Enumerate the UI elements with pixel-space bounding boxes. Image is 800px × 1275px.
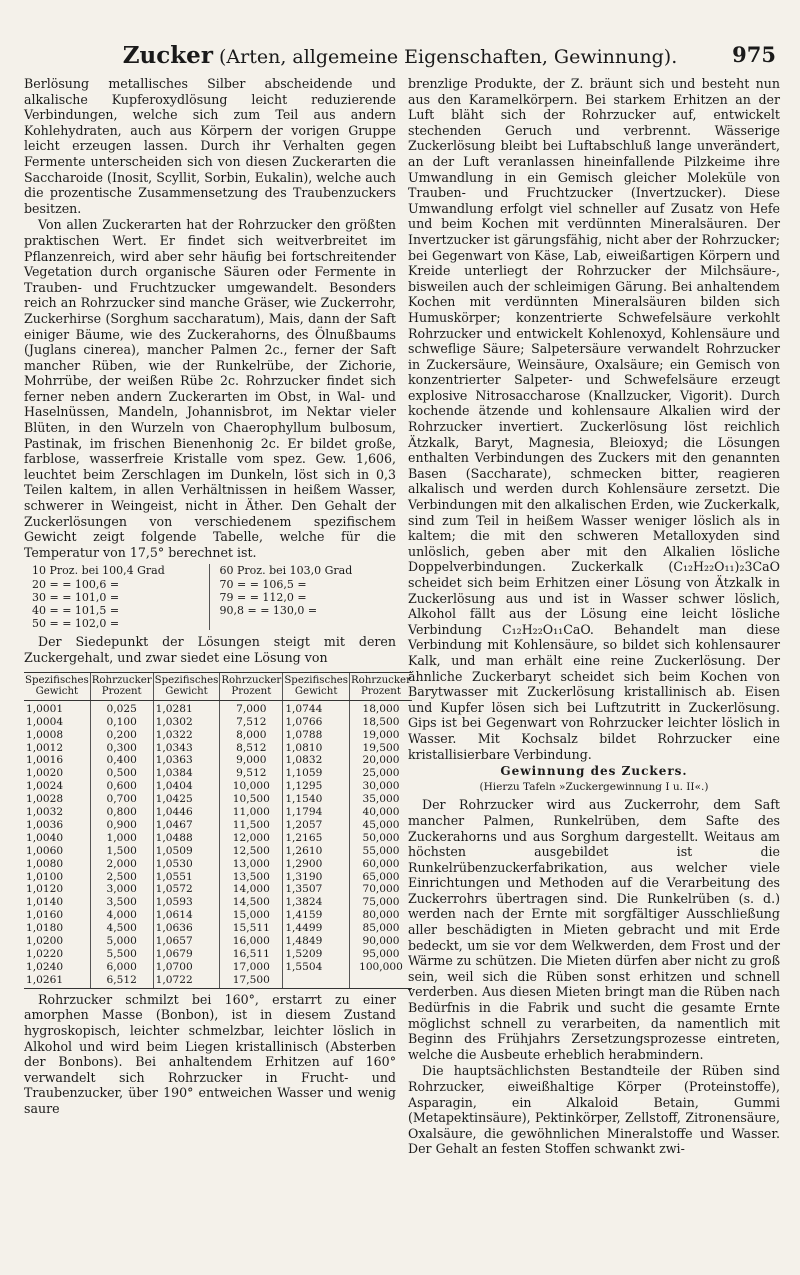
table-cell: 13,000: [220, 858, 283, 871]
table-row: [24, 845, 412, 858]
table-row: [24, 896, 412, 909]
table-cell: 100,000: [350, 961, 412, 974]
table-cell: 9,512: [220, 767, 283, 780]
table-cell: 25,000: [350, 767, 412, 780]
table-cell: 1,3507: [283, 883, 350, 896]
table-cell: 1,4849: [283, 935, 350, 948]
table-cell: 1,0180: [26, 922, 64, 935]
table-cell: 60,000: [350, 858, 412, 871]
running-title-rest: (Arten, allgemeine Eigenschaften, Gewinnung).: [218, 46, 678, 68]
running-title: [24, 42, 776, 69]
table-header: Rohrzucker Prozent: [220, 672, 283, 700]
table-row: [24, 767, 412, 780]
table-cell: 1,0028: [26, 793, 64, 806]
table-cell: 1,0404: [153, 780, 220, 793]
table-cell: 13,500: [220, 871, 283, 884]
paragraph-left-3: Der Siedepunkt der Lösungen steigt mit deren Zuckergehalt, und zwar siedet eine Lösung von: [24, 634, 396, 666]
table-cell: 17,000: [220, 961, 283, 974]
table-cell: 1,0024: [26, 780, 64, 793]
table-cell: 10,000: [220, 780, 283, 793]
boiling-point-col-1: [32, 564, 210, 630]
table-cell: 1,1794: [283, 806, 350, 819]
table-cell: 40,000: [350, 806, 412, 819]
table-cell: 1,0240: [26, 960, 64, 973]
table-cell: 1,0551: [153, 871, 220, 884]
boiling-row: 30 = = 101,0 =: [32, 590, 120, 604]
table-row: [24, 780, 412, 793]
table-cell: 1,0593: [153, 896, 220, 909]
table-cell: 1,0744: [283, 700, 350, 715]
table-cell: 19,000: [350, 729, 412, 742]
table-cell: 0,900: [90, 819, 153, 832]
table-cell: 11,000: [220, 806, 283, 819]
table-cell: 0,700: [90, 793, 153, 806]
table-cell: 1,2610: [283, 845, 350, 858]
table-cell: 0,400: [90, 754, 153, 767]
table-row: [24, 754, 412, 767]
table-header: Rohrzucker Prozent: [90, 672, 153, 700]
table-cell: 9,000: [220, 754, 283, 767]
table-row: [24, 742, 412, 755]
table-cell: 1,2057: [283, 819, 350, 832]
table-row: [24, 961, 412, 974]
table-cell: 1,0700: [153, 961, 220, 974]
table-cell: 8,000: [220, 729, 283, 742]
table-cell: 1,0020: [26, 767, 64, 780]
table-cell: 1,0467: [153, 819, 220, 832]
boiling-row: 79 = = 112,0 =: [219, 590, 307, 604]
boiling-row: 90,8 = = 130,0 =: [219, 604, 318, 618]
table-cell: 1,4159: [283, 909, 350, 922]
table-cell: 4,000: [90, 909, 153, 922]
table-cell: 12,500: [220, 845, 283, 858]
table-header: Rohrzucker Prozent: [350, 672, 412, 700]
table-cell: 1,0509: [153, 845, 220, 858]
table-cell: 1,0060: [26, 844, 64, 857]
table-row: [24, 922, 412, 935]
section-title: Gewinnung des Zuckers.: [500, 764, 688, 779]
table-cell: 1,0788: [283, 729, 350, 742]
table-cell: 14,000: [220, 883, 283, 896]
paragraph-right-3: Die hauptsächlichsten Bestandteile der Rüben sind Rohrzucker, eiweißhaltige Körper (Proteinstoffe), Asparagin, ein Alkaloid Betain, Gummi (Metapektinsäure), Pektinkörper, Zellstoff, Zitronensäure, Oxalsäure, die gewöhnlichen Mineralstoffe und Wasser. Der Gehalt an festen Stoffen schwankt zwi-: [408, 1063, 780, 1157]
table-cell: 0,100: [90, 716, 153, 729]
table-cell: 1,1295: [283, 780, 350, 793]
table-cell: 20,000: [350, 754, 412, 767]
table-cell: 1,1059: [283, 767, 350, 780]
table-cell: 1,0160: [26, 909, 64, 922]
table-cell: 1,0040: [26, 831, 64, 844]
table-cell: 1,0488: [153, 832, 220, 845]
table-cell: 4,500: [90, 922, 153, 935]
table-cell: 1,0016: [26, 754, 64, 767]
table-cell: 1,0302: [153, 716, 220, 729]
boiling-point-col-2: [220, 564, 397, 630]
table-cell: 1,0657: [153, 935, 220, 948]
table-cell: 17,500: [220, 974, 283, 988]
sugar-density-table: [24, 672, 412, 989]
table-cell: 1,1540: [283, 793, 350, 806]
table-cell: 1,0363: [153, 754, 220, 767]
table-cell: 80,000: [350, 909, 412, 922]
table-row: [24, 871, 412, 884]
boiling-row: 50 = = 102,0 =: [32, 617, 120, 631]
table-row: [24, 819, 412, 832]
table-cell: 1,4499: [283, 922, 350, 935]
table-cell: 1,0036: [26, 818, 64, 831]
table-cell: 1,5504: [283, 961, 350, 974]
table-row: [24, 700, 412, 715]
table-row: [24, 858, 412, 871]
table-cell: 1,0100: [26, 870, 64, 883]
table-header: Spezifisches Gewicht: [24, 672, 90, 700]
table-cell: 1,0832: [283, 754, 350, 767]
table-cell: 1,0220: [26, 948, 64, 961]
table-header: Spezifisches Gewicht: [283, 672, 350, 700]
table-cell: 0,200: [90, 729, 153, 742]
left-column: [24, 76, 411, 1117]
table-cell: 7,000: [220, 700, 283, 715]
table-body: [24, 700, 412, 988]
table-cell: 90,000: [350, 935, 412, 948]
table-cell: 1,500: [90, 845, 153, 858]
table-cell: 1,0032: [26, 806, 64, 819]
table-cell: 19,500: [350, 742, 412, 755]
table-row: [24, 909, 412, 922]
table-cell: 1,0425: [153, 793, 220, 806]
table-cell: 1,0012: [26, 741, 64, 754]
table-cell: 8,512: [220, 742, 283, 755]
page-header: [24, 40, 776, 70]
table-cell: 1,3190: [283, 871, 350, 884]
table-cell: 1,0572: [153, 883, 220, 896]
table-cell: 2,500: [90, 871, 153, 884]
table-cell: 35,000: [350, 793, 412, 806]
table-cell: 1,0810: [283, 742, 350, 755]
table-cell: 1,0636: [153, 922, 220, 935]
boiling-row: 70 = = 106,5 =: [219, 577, 307, 591]
table-cell: 14,500: [220, 896, 283, 909]
table-cell: 1,0530: [153, 858, 220, 871]
table-cell: 1,000: [90, 832, 153, 845]
table-cell: 5,000: [90, 935, 153, 948]
table-cell: 10,500: [220, 793, 283, 806]
boiling-row: 10 Proz. bei 100,4 Grad: [32, 564, 165, 578]
table-row: [24, 793, 412, 806]
table-cell: 55,000: [350, 845, 412, 858]
table-cell: 11,500: [220, 819, 283, 832]
table-cell: 1,0140: [26, 896, 64, 909]
table-cell: 5,500: [90, 948, 153, 961]
table-cell: 18,000: [350, 700, 412, 715]
table-cell: 1,2165: [283, 832, 350, 845]
table-cell: 1,0001: [26, 702, 64, 715]
table-row: [24, 974, 412, 988]
table-cell: 16,000: [220, 935, 283, 948]
table-row: [24, 948, 412, 961]
table-cell: 45,000: [350, 819, 412, 832]
table-cell: 85,000: [350, 922, 412, 935]
table-cell: 65,000: [350, 871, 412, 884]
table-cell: 0,600: [90, 780, 153, 793]
table-cell: 30,000: [350, 780, 412, 793]
table-cell: 3,500: [90, 896, 153, 909]
table-cell: 1,0446: [153, 806, 220, 819]
table-cell: 50,000: [350, 832, 412, 845]
table-cell: 0,300: [90, 742, 153, 755]
table-cell: 1,0722: [153, 974, 220, 988]
paragraph-left-2: Von allen Zuckerarten hat der Rohrzucker den größten praktischen Wert. Er findet sich weitverbreitet im Pflanzenreich, wird aber sehr häufig bei fortschreitender Vegetation durch organische Säuren oder Fermente in Trauben- und Fruchtzucker umgewandelt. Besonders reich an Rohrzucker sind manche Gräser, wie Zuckerrohr, Zuckerhirse (Sorghum saccharatum), Mais, dann der Saft einiger Bäume, wie des Zuckerahorns, des Ölnußbaums (Juglans cinerea), mancher Palmen 2c., ferner der Saft mancher Rüben, wie der Runkelrübe, der Zichorie, Mohrrübe, der weißen Rübe 2c. Rohrzucker findet sich ferner neben andern Zuckerarten im Obst, in Wal- und Haselnüssen, Mandeln, Johannisbrot, im Nektar vieler Blüten, in den Wurzeln von Chaerophyllum bulbosum, Pastinak, im frischen Bienenhonig 2c. Er bildet große, farblose, wasserfreie Kristalle vom spez. Gew. 1,606, leuchtet beim Zerschlagen im Dunkeln, löst sich in 0,3 Teilen kaltem, in allen Verhältnissen in heißem Wasser, schwerer in Weingeist, nicht in Äther. Den Gehalt der Zuckerlösungen von verschiedenem spezifischem Gewicht zeigt folgende Tabelle, welche für die Temperatur von 17,5° berechnet ist.: [24, 217, 396, 560]
table-cell: 1,0004: [26, 715, 64, 728]
table-cell: 3,000: [90, 883, 153, 896]
table-cell: 95,000: [350, 948, 412, 961]
table-cell: 1,0008: [26, 728, 64, 741]
paragraph-left-4: Rohrzucker schmilzt bei 160°, erstarrt zu einer amorphen Masse (Bonbon), ist in diesem Zustand hygroskopisch, leichter schmelzbar, leichter löslich in Alkohol und wird beim Liegen kristallinisch (Absterben der Bonbons). Bei anhaltendem Erhitzen auf 160° verwandelt sich Rohrzucker in Frucht- und Traubenzucker, über 190° entweichen Wasser und wenig saure: [24, 991, 396, 1116]
boiling-row: 40 = = 101,5 =: [32, 604, 120, 618]
table-cell: 1,2900: [283, 858, 350, 871]
table-cell: 15,511: [220, 922, 283, 935]
table-cell: 6,512: [90, 974, 153, 988]
table-cell: [350, 974, 412, 988]
section-subtitle: (Hierzu Tafeln »Zuckergewinnung I u. II«.): [479, 780, 709, 793]
table-row: [24, 729, 412, 742]
table-cell: 70,000: [350, 883, 412, 896]
table-cell: 1,0343: [153, 742, 220, 755]
table-header-row: [24, 672, 412, 700]
table-cell: 0,500: [90, 767, 153, 780]
boiling-row: 20 = = 100,6 =: [32, 577, 120, 591]
table-cell: 1,3824: [283, 896, 350, 909]
table-row: [24, 883, 412, 896]
table-row: [24, 832, 412, 845]
table-cell: 16,511: [220, 948, 283, 961]
table-cell: 0,800: [90, 806, 153, 819]
table-cell: 7,512: [220, 716, 283, 729]
table-cell: 1,5209: [283, 948, 350, 961]
table-cell: 6,000: [90, 961, 153, 974]
table-cell: 75,000: [350, 896, 412, 909]
paragraph-left-1: Berlösung metallisches Silber abscheidende und alkalische Kupferoxydlösung leicht reduzierende Verbindungen, welche sich zum Teil aus andern Kohlehydraten, auch aus Körpern der vorigen Gruppe leicht erzeugen lassen. Durch ihr Verhalten gegen Fermente unterscheiden sich von diesen Zuckerarten die Saccharoide (Inosit, Scyllit, Sorbin, Eukalin), welche auch die prozentische Zusammensetzung des Traubenzuckers besitzen.: [24, 76, 396, 216]
boiling-point-table: [32, 564, 396, 630]
table-cell: 1,0614: [153, 909, 220, 922]
table-cell: 1,0120: [26, 883, 64, 896]
paragraph-right-2: Der Rohrzucker wird aus Zuckerrohr, dem Saft mancher Palmen, Runkelrüben, dem Safte des Zuckerahorns und aus Sorghum dargestellt. Weitaus am höchsten ausgebildet ist die Runkelrübenzuckerfabrikation, aus welcher viele Einrichtungen und Methoden auf die Verarbeitung des Zuckerrohrs übertragen sind. Die Runkelrüben (s. d.) werden nach der Ernte mit sorgfältiger Ausschließung aller beschädigten in Mieten gebracht und mit Erde bedeckt, um sie vor dem Welkwerden, dem Frost und der Wärme zu schützen. Die Mieten dürfen aber nicht zu groß sein, weil sich die Rüben sonst erhitzen und schnell verderben. Aus diesen Mieten bringt man die Rüben nach Bedürfnis in die Fabrik und sucht die gesamte Ernte möglichst schnell zu verarbeiten, da namentlich mit Beginn des Frühjahrs Zersetzungsprozesse eintreten, welche die Ausbeute erheblich herabmindern.: [408, 797, 780, 1062]
table-cell: [283, 974, 350, 988]
table-row: [24, 716, 412, 729]
table-cell: 1,0679: [153, 948, 220, 961]
table-cell: 1,0322: [153, 729, 220, 742]
table-cell: 1,0281: [153, 700, 220, 715]
table-cell: 0,025: [90, 700, 153, 715]
table-cell: 2,000: [90, 858, 153, 871]
boiling-row: 60 Proz. bei 103,0 Grad: [219, 564, 353, 578]
table-cell: 1,0080: [26, 857, 64, 870]
right-column: [408, 76, 780, 1158]
table-cell: 12,000: [220, 832, 283, 845]
table-cell: 1,0384: [153, 767, 220, 780]
table-header: Spezifisches Gewicht: [153, 672, 220, 700]
table-cell: 1,0261: [24, 974, 90, 988]
table-cell: 1,0200: [26, 935, 64, 948]
table-row: [24, 806, 412, 819]
paragraph-right-1: brenzlige Produkte, der Z. bräunt sich und besteht nun aus den Karamelkörpern. Bei starkem Erhitzen an der Luft bläht sich der Rohrzucker auf, entwickelt stechenden Geruch und verbrennt. Wässerige Zuckerlösung bleibt bei Luftabschluß lange unverändert, an der Luft veranlassen hineinfallende Pilzkeime ihre Umwandlung in ein Gemisch gleicher Moleküle von Trauben- und Fruchtzucker (Invertzucker). Diese Umwandlung erfolgt viel schneller auf Zusatz von Hefe und beim Kochen mit verdünnten Mineralsäuren. Der Invertzucker ist gärungsfähig, nicht aber der Rohrzucker; bei Gegenwart von Käse, Lab, eiweißartigen Körpern und Kreide unterliegt der Rohrzucker der Milchsäure-, bisweilen auch der schleimigen Gärung. Bei anhaltendem Kochen mit verdünnten Mineralsäuren bilden sich Humuskörper; konzentrierte Schwefelsäure verkohlt Rohrzucker und entwickelt Kohlenoxyd, Kohlensäure und schweflige Säure; Salpetersäure verwandelt Rohrzucker in Zuckersäure, Weinsäure, Oxalsäure; ein Gemisch von konzentrierter Salpeter- und Schwefelsäure erzeugt explosive Nitrosaccharose (Knallzucker, Vigorit). Durch kochende ätzende und kohlensaure Alkalien wird der Rohrzucker invertiert. Zuckerlösung löst reichlich Ätzkalk, Baryt, Magnesia, Bleioxyd; die Lösungen enthalten Verbindungen des Zuckers mit den genannten Basen (Saccharate), schmecken bitter, reagieren alkalisch und werden durch Kohlensäure zersetzt. Die Verbindungen mit den alkalischen Erden, wie Zuckerkalk, sind zum Teil in heißem Wasser weniger löslich als in kaltem; die mit den schweren Metalloxyden sind unlöslich, geben aber mit den Alkalien lösliche Doppelverbindungen. Zuckerkalk (C₁₂H₂₂O₁₁)₂3CaO scheidet sich beim Erhitzen einer Lösung von Ätzkalk in Zuckerlösung aus und ist in Wasser schwer löslich, Alkohol fällt aus der Lösung eine leicht lösliche Verbindung C₁₂H₂₂O₁₁CaO. Behandelt man diese Verbindung mit Kohlensäure, so bildet sich kohlensaurer Kalk, und man erhält eine reine Zuckerlösung. Der ähnliche Zuckerbaryt scheidet sich beim Kochen von Barytwasser mit Zuckerlösung kristallinisch ab. Eisen und Kupfer lösen sich bei Luftzutritt in Zuckerlösung. Gips ist bei Gegenwart von Rohrzucker leichter löslich in Wasser. Mit Kochsalz bildet Rohrzucker eine kristallisierbare Verbindung.: [408, 76, 780, 762]
table-row: [24, 935, 412, 948]
page-number: 975: [732, 42, 776, 67]
table-cell: 1,0766: [283, 716, 350, 729]
running-title-main: Zucker: [122, 42, 213, 69]
table-cell: 18,500: [350, 716, 412, 729]
table-cell: 15,000: [220, 909, 283, 922]
